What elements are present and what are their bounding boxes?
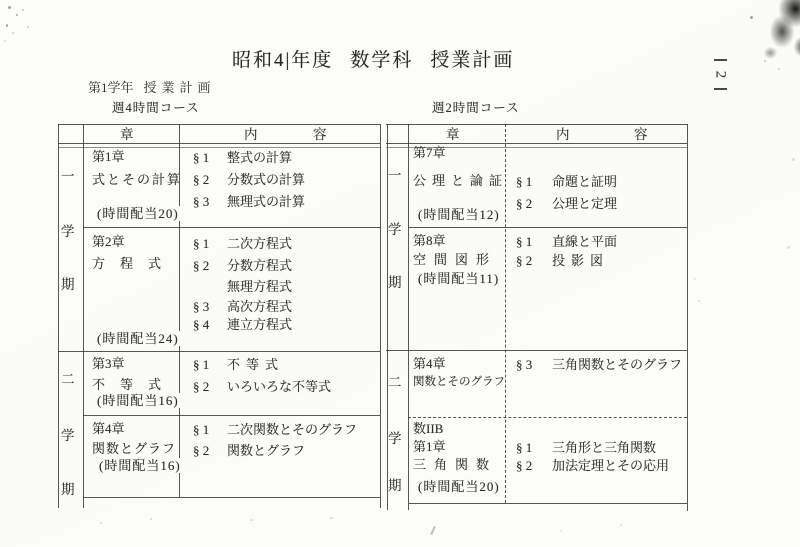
item-tag: § 1 xyxy=(193,236,210,251)
item-tag: § 2 xyxy=(516,196,533,211)
chapter-title: 関数とグラフ xyxy=(92,441,177,456)
section-item xyxy=(516,234,617,249)
scan-speckle xyxy=(792,158,795,161)
item-tag: § 3 xyxy=(516,357,533,372)
semester-label: 一 xyxy=(61,169,75,184)
course-label-2h: 週2時間コース xyxy=(432,101,520,115)
section-item xyxy=(193,357,284,372)
item-text: 三角関数とそのグラフ xyxy=(552,357,683,372)
scan-speckle xyxy=(694,278,696,280)
scan-speckle xyxy=(22,9,24,11)
page-number xyxy=(711,59,729,90)
table-line xyxy=(83,497,380,498)
chapter-title: 公理と論証 xyxy=(413,173,509,188)
item-tag: § 2 xyxy=(516,253,533,268)
table-line xyxy=(83,415,380,416)
hours-allocation: (時間配当11) xyxy=(418,271,500,286)
item-tag: § 3 xyxy=(193,194,210,209)
semester-label: 期 xyxy=(388,478,402,493)
scan-speckle xyxy=(250,519,253,521)
scan-speckle xyxy=(764,60,766,62)
chapter-number: 第8章 xyxy=(413,233,446,248)
item-text: 直線と平面 xyxy=(552,234,618,249)
semester-label: 期 xyxy=(61,482,75,497)
item-tag: § 1 xyxy=(193,422,210,437)
item-tag: § 2 xyxy=(193,258,210,273)
table-line xyxy=(58,147,380,148)
section-item xyxy=(516,440,656,455)
chapter-number: 第1章 xyxy=(92,149,125,164)
table-line xyxy=(58,124,380,125)
item-text: 公理と定理 xyxy=(552,196,618,211)
hours-allocation: (時間配当20) xyxy=(97,206,179,221)
table-line xyxy=(58,351,380,352)
item-text: 投影図 xyxy=(552,253,610,268)
item-text: いろいろな不等式 xyxy=(227,379,332,394)
column-header-content-1: 内 xyxy=(556,127,571,142)
ink-stain xyxy=(756,0,800,68)
item-text: 連立方程式 xyxy=(227,317,293,332)
scan-mark xyxy=(430,526,436,535)
item-text: 無理式の計算 xyxy=(227,194,306,209)
column-header-content-2: 容 xyxy=(634,127,649,142)
scan-speckle xyxy=(6,24,8,27)
section-item xyxy=(193,422,357,437)
scan-speckle xyxy=(787,246,790,249)
title-plan: 授業計画 xyxy=(430,50,515,71)
semester-label: 二 xyxy=(388,375,402,390)
section-item xyxy=(193,317,292,332)
item-text: 高次方程式 xyxy=(227,299,293,314)
item-tag: § 2 xyxy=(516,458,533,473)
semester-label: 二 xyxy=(61,372,75,387)
item-tag: § 2 xyxy=(193,379,210,394)
scan-speckle xyxy=(100,522,102,524)
table-line xyxy=(58,124,59,508)
table-line xyxy=(386,350,687,351)
page-number-dash xyxy=(714,88,727,90)
scan-speckle xyxy=(8,6,11,9)
table-line xyxy=(58,143,380,144)
page-number-digit: 2 xyxy=(712,70,729,79)
section-item xyxy=(516,458,669,473)
item-text: 関数とグラフ xyxy=(227,443,306,458)
item-tag: § 1 xyxy=(516,234,533,249)
table-line xyxy=(687,124,688,511)
section-item xyxy=(516,196,617,211)
scan-speckle xyxy=(4,40,6,42)
scan-speckle xyxy=(750,16,753,19)
table-line xyxy=(83,227,380,228)
item-tag: § 1 xyxy=(516,440,533,455)
item-tag: § 3 xyxy=(193,299,210,314)
scan-speckle xyxy=(27,26,29,28)
section-item xyxy=(193,194,305,209)
section-item xyxy=(193,236,292,251)
section-item xyxy=(193,299,292,314)
section-item xyxy=(516,174,617,189)
table-line xyxy=(380,124,381,508)
scan-speckle xyxy=(560,530,562,532)
semester-label: 学 xyxy=(61,224,75,239)
section-item xyxy=(193,379,331,394)
table-line xyxy=(386,143,687,144)
chapter-number: 第3章 xyxy=(92,356,125,371)
chapter-number: 第4章 xyxy=(92,421,125,436)
item-tag: § 1 xyxy=(516,174,533,189)
semester-label: 学 xyxy=(61,428,75,443)
semester-label: 学 xyxy=(388,431,402,446)
table-line xyxy=(408,227,687,228)
hours-allocation: (時間配当24) xyxy=(97,331,179,346)
scan-speckle xyxy=(12,32,14,34)
item-text: 不等式 xyxy=(227,357,285,372)
item-text: 加法定理とその応用 xyxy=(552,458,670,473)
semester-label: 学 xyxy=(388,222,402,237)
chapter-title: 関数とそのグラフ xyxy=(413,376,505,388)
grade-subtitle xyxy=(88,77,216,96)
page-title xyxy=(232,45,514,72)
chapter-number: 第7章 xyxy=(413,145,446,160)
item-tag: § 2 xyxy=(193,443,210,458)
hours-allocation: (時間配当12) xyxy=(418,207,500,222)
scan-speckle xyxy=(620,524,622,526)
item-text: 整式の計算 xyxy=(227,150,293,165)
item-tag: § 1 xyxy=(193,150,210,165)
item-text: 二次方程式 xyxy=(227,236,293,251)
column-header-content-2: 容 xyxy=(313,127,328,142)
item-text: 三角形と三角関数 xyxy=(552,440,657,455)
section-item xyxy=(193,258,292,273)
item-tag: § 2 xyxy=(193,172,210,187)
chapter-title: 不等式 xyxy=(92,377,177,392)
section-item xyxy=(516,253,609,268)
item-tag: § 4 xyxy=(193,317,210,332)
chapter-number: 第2章 xyxy=(92,234,125,249)
semester-label: 期 xyxy=(388,275,402,290)
plan-label: 授業計画 xyxy=(143,80,216,95)
chapter-title: 三角関数 xyxy=(413,457,498,472)
scan-speckle xyxy=(698,300,700,302)
chapter-number: 第1章 xyxy=(413,439,446,454)
item-text: 無理方程式 xyxy=(227,279,293,294)
section-item xyxy=(193,150,292,165)
table-line xyxy=(408,124,409,510)
scan-speckle xyxy=(330,517,333,519)
grade-label: 第1学年 xyxy=(88,80,134,95)
column-header-chapter: 章 xyxy=(120,127,135,142)
chapter-number: 第4章 xyxy=(413,356,446,371)
table-line xyxy=(83,124,84,508)
chapter-title: 式とその計算 xyxy=(92,172,183,187)
item-tag xyxy=(193,279,227,294)
item-tag: § 1 xyxy=(193,357,210,372)
table-line xyxy=(409,503,687,504)
item-text: 二次関数とそのグラフ xyxy=(227,422,358,437)
scan-speckle xyxy=(778,68,780,70)
title-subject: 数学科 xyxy=(350,50,414,71)
item-text: 分数方程式 xyxy=(227,258,293,273)
section-item xyxy=(193,443,305,458)
item-text: 命題と証明 xyxy=(552,174,618,189)
hours-allocation: (時間配当16) xyxy=(97,393,179,408)
scan-speckle xyxy=(150,518,152,520)
section-item xyxy=(193,172,305,187)
semester-label: 期 xyxy=(61,277,75,292)
item-text: 分数式の計算 xyxy=(227,172,306,187)
chapter-title: 方程式 xyxy=(92,256,177,271)
page-number-dash xyxy=(714,59,727,61)
hours-allocation: (時間配当16) xyxy=(99,458,181,473)
section-item xyxy=(516,357,682,372)
textbook-label: 数IIB xyxy=(413,421,444,436)
column-header-chapter: 章 xyxy=(446,127,461,142)
chapter-title: 空間図形 xyxy=(413,252,498,267)
course-label-4h: 週4時間コース xyxy=(112,101,200,115)
section-item xyxy=(193,279,292,294)
column-header-content-1: 内 xyxy=(244,127,259,142)
scan-speckle xyxy=(16,14,18,16)
table-line xyxy=(386,124,687,125)
table-line xyxy=(408,417,687,418)
hours-allocation: (時間配当20) xyxy=(418,479,500,494)
semester-label: 一 xyxy=(388,168,402,183)
title-year: 昭和4|年度 xyxy=(232,50,334,71)
